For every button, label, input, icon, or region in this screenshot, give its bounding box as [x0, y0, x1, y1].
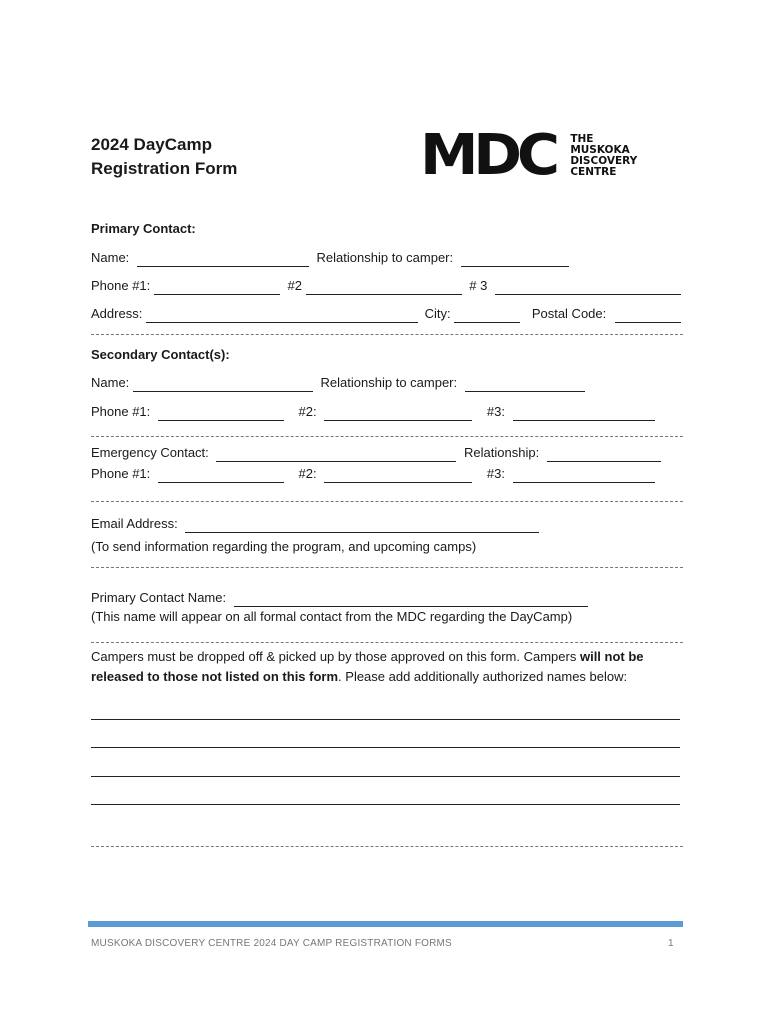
emergency-phone3-label: #3:: [486, 466, 505, 481]
authorized-name-line-3[interactable]: [91, 776, 680, 777]
mdc-logo-wordmark: [570, 134, 637, 178]
form-title-line1: 2024 DayCamp: [91, 135, 212, 154]
primary-address-field[interactable]: [146, 309, 418, 323]
primary-postal-label: Postal Code:: [531, 306, 607, 321]
mdc-logo-mark: MDC: [420, 123, 555, 188]
primary-phone2-label: #2: [287, 278, 302, 293]
secondary-phone3-label: #3:: [486, 404, 505, 419]
primary-phone1-field[interactable]: [154, 281, 280, 295]
email-field[interactable]: [185, 519, 539, 533]
pickup-text-b: . Please add additionally authorized names below:: [338, 669, 628, 684]
secondary-phone1-field[interactable]: [158, 407, 284, 421]
secondary-phone1-label: Phone #1:: [91, 404, 151, 419]
secondary-relationship-field[interactable]: [465, 378, 585, 392]
secondary-contact-heading: Secondary Contact(s):: [91, 347, 230, 362]
authorized-name-line-4[interactable]: [91, 804, 680, 805]
primary-city-label: City:: [424, 306, 451, 321]
primary-contact-name-label: Primary Contact Name:: [91, 590, 227, 605]
section-divider: [91, 846, 683, 847]
authorized-name-line-1[interactable]: [91, 719, 680, 720]
secondary-name-row: [91, 374, 585, 392]
primary-phone1-label: Phone #1:: [91, 278, 151, 293]
secondary-phone2-field[interactable]: [324, 407, 472, 421]
section-divider: [91, 501, 683, 502]
primary-phone3-label: # 3: [469, 278, 488, 293]
section-divider: [91, 334, 683, 335]
emergency-phone2-label: #2:: [298, 466, 317, 481]
emergency-contact-label: Emergency Contact:: [91, 445, 209, 460]
authorized-name-line-2[interactable]: [91, 747, 680, 748]
secondary-name-field[interactable]: [133, 378, 313, 392]
primary-contact-name-row: [91, 589, 588, 607]
primary-relationship-field[interactable]: [461, 253, 569, 267]
pickup-policy-text: [91, 647, 691, 687]
form-title-line2: Registration Form: [91, 159, 238, 178]
footer-bar: [88, 921, 683, 927]
primary-postal-field[interactable]: [615, 309, 681, 323]
section-divider: [91, 642, 683, 643]
primary-contact-name-field[interactable]: [234, 593, 588, 607]
primary-name-row: [91, 249, 569, 267]
emergency-phone1-field[interactable]: [158, 469, 284, 483]
logo-line-muskoka: MUSKOKA: [570, 144, 630, 156]
primary-city-field[interactable]: [454, 309, 520, 323]
primary-phone3-field[interactable]: [495, 281, 681, 295]
logo-line-discovery: DISCOVERY: [570, 155, 638, 167]
logo-line-centre: CENTRE: [570, 166, 617, 178]
secondary-phone-row: [91, 403, 655, 421]
primary-phone-row: [91, 277, 681, 295]
pickup-text-bold: will not be released to those not listed on this form: [91, 649, 644, 684]
emergency-contact-row: [91, 444, 661, 462]
primary-name-field[interactable]: [137, 253, 309, 267]
primary-contact-heading: Primary Contact:: [91, 221, 196, 236]
secondary-phone3-field[interactable]: [513, 407, 655, 421]
secondary-name-label: Name:: [91, 375, 130, 390]
secondary-relationship-label: Relationship to camper:: [320, 375, 458, 390]
primary-address-row: [91, 305, 681, 323]
primary-address-label: Address:: [91, 306, 143, 321]
mdc-logo: [420, 123, 638, 188]
emergency-relationship-field[interactable]: [547, 448, 661, 462]
section-divider: [91, 567, 683, 568]
primary-relationship-label: Relationship to camper:: [316, 250, 454, 265]
form-title: [91, 133, 237, 181]
logo-line-the: THE: [570, 133, 594, 145]
primary-name-label: Name:: [91, 250, 130, 265]
secondary-phone2-label: #2:: [298, 404, 317, 419]
pickup-text-a: Campers must be dropped off & picked up by those approved on this form. Campers: [91, 649, 580, 664]
emergency-phone2-field[interactable]: [324, 469, 472, 483]
primary-contact-name-note: (This name will appear on all formal contact from the MDC regarding the DayCamp): [91, 609, 573, 624]
emergency-phone3-field[interactable]: [513, 469, 655, 483]
emergency-relationship-label: Relationship:: [464, 445, 540, 460]
email-label: Email Address:: [91, 516, 178, 531]
email-note: (To send information regarding the program, and upcoming camps): [91, 539, 477, 554]
email-row: [91, 515, 539, 533]
primary-phone2-field[interactable]: [306, 281, 462, 295]
section-divider: [91, 436, 683, 437]
page-number: 1: [668, 938, 674, 949]
emergency-contact-field[interactable]: [216, 448, 456, 462]
emergency-phone-row: [91, 465, 655, 483]
footer-text: MUSKOKA DISCOVERY CENTRE 2024 DAY CAMP REGISTRATION FORMS: [91, 938, 452, 949]
emergency-phone1-label: Phone #1:: [91, 466, 151, 481]
